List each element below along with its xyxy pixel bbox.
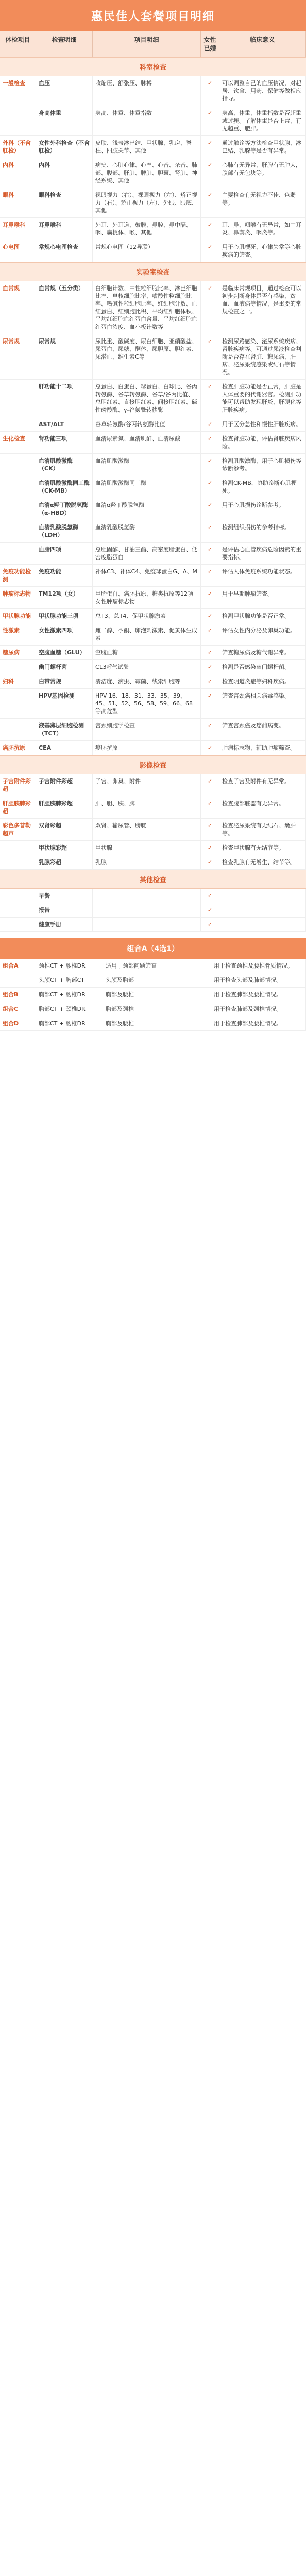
subitem-cell: 空腹血糖（GLU） bbox=[36, 646, 93, 659]
detail-cell: 空腹血糖 bbox=[93, 646, 201, 659]
combo-desc-cell: 头颅及胸部 bbox=[103, 973, 211, 987]
category-cell bbox=[0, 903, 36, 917]
combo-meaning-cell: 用于检查肺部及腰椎情况。 bbox=[211, 1016, 306, 1030]
married-check-cell: ✓ bbox=[201, 819, 219, 840]
combo-meaning-cell: 用于检查肺部及腰椎情况。 bbox=[211, 988, 306, 1002]
subitem-cell: 眼科检查 bbox=[36, 188, 93, 217]
meaning-cell: 检测组织损伤的参考指标。 bbox=[219, 520, 306, 542]
married-check-cell: ✓ bbox=[201, 476, 219, 498]
subitem-cell: 肝功能十二项 bbox=[36, 380, 93, 417]
meaning-cell: 检查乳腺有无增生、结节等。 bbox=[219, 855, 306, 869]
married-check-cell: ✓ bbox=[201, 136, 219, 158]
married-check-cell: ✓ bbox=[201, 380, 219, 417]
combo-items-cell: 胸部CT + 颈椎DR bbox=[36, 1002, 103, 1016]
table-row bbox=[0, 918, 306, 932]
table-row bbox=[0, 903, 306, 918]
detail-cell bbox=[93, 889, 201, 903]
combo-desc-cell: 胸部及颈椎 bbox=[103, 1002, 211, 1016]
subitem-cell: 乳腺彩超 bbox=[36, 855, 93, 869]
table-row bbox=[0, 281, 306, 334]
table-row bbox=[0, 158, 306, 188]
combo-title: 组合A（4选1） bbox=[0, 938, 306, 959]
subitem-cell: 身高体重 bbox=[36, 106, 93, 135]
other-rows bbox=[0, 889, 306, 932]
meaning-cell: 检查肝脏功能是否正常，肝脏是人体重要的代谢器官。检测肝功能可以帮助发现肝炎、肝硬化等肝脏疾病。 bbox=[219, 380, 306, 417]
combo-desc-cell: 适用于颈部问题筛查 bbox=[103, 959, 211, 973]
table-header bbox=[0, 31, 306, 57]
table-row bbox=[0, 188, 306, 218]
married-check-cell: ✓ bbox=[201, 796, 219, 818]
table-row bbox=[0, 240, 306, 262]
subitem-cell: TM12项（女） bbox=[36, 587, 93, 608]
detail-cell: 乳腺 bbox=[93, 855, 201, 869]
combo-name-cell: 组合C bbox=[0, 1002, 36, 1016]
detail-cell: 甲状腺 bbox=[93, 841, 201, 855]
subitem-cell: 常规心电图检查 bbox=[36, 240, 93, 262]
meaning-cell: 评估女性内分泌及卵巢功能。 bbox=[219, 623, 306, 645]
category-cell bbox=[0, 520, 36, 542]
meaning-cell: 检查阴道炎症等妇科疾病。 bbox=[219, 674, 306, 688]
detail-cell: 清洁度、滴虫、霉菌、线索细胞等 bbox=[93, 674, 201, 688]
meaning-cell: 肿瘤标志物，辅助肿瘤筛查。 bbox=[219, 741, 306, 755]
meaning-cell: 主要检查有无视力不佳、色弱等。 bbox=[219, 188, 306, 217]
combo-row bbox=[0, 959, 306, 973]
subitem-cell: 液基薄层细胞检测（TCT） bbox=[36, 719, 93, 740]
combo-row bbox=[0, 988, 306, 1002]
meaning-cell bbox=[219, 903, 306, 917]
married-check-cell: ✓ bbox=[201, 498, 219, 520]
combo-meaning-cell: 用于检查头部及肺部情况。 bbox=[211, 973, 306, 987]
detail-cell: 皮肤、浅表淋巴结、甲状腺、乳房、脊柱、四肢关节、其他 bbox=[93, 136, 201, 158]
combo-name-cell bbox=[0, 973, 36, 987]
married-check-cell: ✓ bbox=[201, 903, 219, 917]
subitem-cell: 健康手册 bbox=[36, 918, 93, 931]
table-row bbox=[0, 520, 306, 543]
married-check-cell: ✓ bbox=[201, 188, 219, 217]
meaning-cell: 检查泌尿系统有无结石、囊肿等。 bbox=[219, 819, 306, 840]
meaning-cell: 检测是否感染幽门螺杆菌。 bbox=[219, 660, 306, 674]
subitem-cell: 耳鼻喉科 bbox=[36, 218, 93, 240]
subitem-cell: HPV基因检测 bbox=[36, 689, 93, 718]
table-row bbox=[0, 660, 306, 674]
detail-cell: 雌二醇、孕酮、卵泡刺激素、促黄体生成素 bbox=[93, 623, 201, 645]
detail-cell: 裸眼视力（右）、裸眼视力（左）、矫正视力（右）、矫正视力（左）、外眼、眼底、其他 bbox=[93, 188, 201, 217]
combo-desc-cell: 胸部及腰椎 bbox=[103, 988, 211, 1002]
category-cell: 性激素 bbox=[0, 623, 36, 645]
table-row bbox=[0, 106, 306, 136]
meaning-cell: 检查子宫及附件有无异常。 bbox=[219, 774, 306, 796]
table-row bbox=[0, 380, 306, 417]
subitem-cell: 免疫功能 bbox=[36, 565, 93, 586]
section-general: 科室检查 bbox=[0, 57, 306, 76]
category-cell: 一般检查 bbox=[0, 76, 36, 106]
category-cell bbox=[0, 689, 36, 718]
detail-cell: 尿比重、酸碱度、尿白细胞、亚硝酸盐、尿蛋白、尿糖、酮体、尿胆原、胆红素、尿潜血、维生素C等 bbox=[93, 334, 201, 379]
married-check-cell: ✓ bbox=[201, 889, 219, 903]
combo-row bbox=[0, 973, 306, 988]
table-row bbox=[0, 819, 306, 841]
detail-cell: 血清α羟丁酸脱氢酶 bbox=[93, 498, 201, 520]
category-cell: 耳鼻喉科 bbox=[0, 218, 36, 240]
table-row bbox=[0, 741, 306, 755]
married-check-cell: ✓ bbox=[201, 158, 219, 188]
subitem-cell: 血常规（五分类） bbox=[36, 281, 93, 334]
subitem-cell: 甲状腺功能三项 bbox=[36, 609, 93, 623]
table-row bbox=[0, 609, 306, 623]
section-other: 其他检查 bbox=[0, 870, 306, 889]
married-check-cell: ✓ bbox=[201, 106, 219, 135]
meaning-cell bbox=[219, 918, 306, 931]
meaning-cell: 用于早期肿瘤筛查。 bbox=[219, 587, 306, 608]
combo-rows bbox=[0, 959, 306, 1031]
category-cell bbox=[0, 660, 36, 674]
meaning-cell: 用于区分急性和慢性肝脏疾病。 bbox=[219, 417, 306, 431]
detail-cell: 总T3、总T4、促甲状腺激素 bbox=[93, 609, 201, 623]
meaning-cell: 检查肾脏功能，评估肾脏疾病风险。 bbox=[219, 432, 306, 453]
married-check-cell: ✓ bbox=[201, 240, 219, 262]
header-items: 项目明细 bbox=[93, 31, 201, 57]
detail-cell: 总蛋白、白蛋白、球蛋白、白球比、谷丙转氨酶、谷草转氨酶、谷草/谷丙比值、总胆红素、直接胆红素、间接胆红素、碱性磷酸酶、γ-谷氨酰转移酶 bbox=[93, 380, 201, 417]
married-check-cell: ✓ bbox=[201, 689, 219, 718]
category-cell bbox=[0, 918, 36, 931]
subitem-cell: 幽门螺杆菌 bbox=[36, 660, 93, 674]
table-row bbox=[0, 689, 306, 719]
married-check-cell: ✓ bbox=[201, 587, 219, 608]
combo-desc-cell: 胸部及腰椎 bbox=[103, 1016, 211, 1030]
subitem-cell: 子宫附件彩超 bbox=[36, 774, 93, 796]
table-row bbox=[0, 774, 306, 796]
married-check-cell: ✓ bbox=[201, 841, 219, 855]
category-cell bbox=[0, 417, 36, 431]
married-check-cell: ✓ bbox=[201, 623, 219, 645]
meaning-cell bbox=[219, 889, 306, 903]
section-lab: 实验室检查 bbox=[0, 262, 306, 281]
subitem-cell: 双肾彩超 bbox=[36, 819, 93, 840]
subitem-cell: 内科 bbox=[36, 158, 93, 188]
subitem-cell: CEA bbox=[36, 741, 93, 755]
combo-name-cell: 组合A bbox=[0, 959, 36, 973]
category-cell bbox=[0, 543, 36, 564]
detail-cell: 病史、心脏心律、心率、心音、杂音、肺部、腹部、肝脏、脾脏、胆囊、肾脏、神经系统、其他 bbox=[93, 158, 201, 188]
detail-cell: 收缩压、舒张压、脉搏 bbox=[93, 76, 201, 106]
imaging-rows bbox=[0, 774, 306, 870]
subitem-cell: 报告 bbox=[36, 903, 93, 917]
detail-cell: 子宫、卵巢、附件 bbox=[93, 774, 201, 796]
detail-cell: 癌胚抗原 bbox=[93, 741, 201, 755]
subitem-cell: 血清肌酸激酶（CK） bbox=[36, 454, 93, 476]
detail-cell: 宫颈细胞学检查 bbox=[93, 719, 201, 740]
combo-items-cell: 胸部CT + 腰椎DR bbox=[36, 1016, 103, 1030]
category-cell bbox=[0, 380, 36, 417]
combo-row bbox=[0, 1002, 306, 1016]
married-check-cell: ✓ bbox=[201, 660, 219, 674]
table-row bbox=[0, 889, 306, 903]
subitem-cell: 甲状腺彩超 bbox=[36, 841, 93, 855]
category-cell: 外科（不含肛检） bbox=[0, 136, 36, 158]
subitem-cell: 尿常规 bbox=[36, 334, 93, 379]
married-check-cell: ✓ bbox=[201, 918, 219, 931]
meaning-cell: 是评估心血管疾病危险因素的重要指标。 bbox=[219, 543, 306, 564]
category-cell bbox=[0, 855, 36, 869]
married-check-cell: ✓ bbox=[201, 432, 219, 453]
detail-cell: 外耳、外耳道、鼓膜、鼻腔、鼻中隔、咽、扁桃体、喉、其他 bbox=[93, 218, 201, 240]
subitem-cell: 血清肌酸激酶同工酶（CK-MB） bbox=[36, 476, 93, 498]
detail-cell: 总胆固醇、甘油三酯、高密度脂蛋白、低密度脂蛋白 bbox=[93, 543, 201, 564]
meaning-cell: 身高、体重，体重指数是否超重或过瘦。了解体重是否正常，有无超重、肥胖。 bbox=[219, 106, 306, 135]
combo-meaning-cell: 用于检查颈椎及腰椎骨质情况。 bbox=[211, 959, 306, 973]
table-row bbox=[0, 623, 306, 646]
lab-rows bbox=[0, 281, 306, 755]
detail-cell: 血清尿素氮、血清肌酐、血清尿酸 bbox=[93, 432, 201, 453]
detail-cell: HPV 16、18、31、33、35、39、45、51、52、56、58、59、66、68等高危型 bbox=[93, 689, 201, 718]
meaning-cell: 检测CK-MB，协助诊断心肌梗死。 bbox=[219, 476, 306, 498]
married-check-cell: ✓ bbox=[201, 719, 219, 740]
header-item: 体检项目 bbox=[0, 31, 36, 57]
category-cell bbox=[0, 719, 36, 740]
married-check-cell: ✓ bbox=[201, 741, 219, 755]
table-row bbox=[0, 432, 306, 454]
meaning-cell: 检测甲状腺功能是否正常。 bbox=[219, 609, 306, 623]
category-cell bbox=[0, 454, 36, 476]
married-check-cell: ✓ bbox=[201, 543, 219, 564]
section-imaging: 影像检查 bbox=[0, 755, 306, 774]
meaning-cell: 检测尿路感染、泌尿系统疾病、肾脏疾病等。可通过尿液检查判断是否存在肾脏、糖尿病、肝病、泌尿系统感染或结石等情况。 bbox=[219, 334, 306, 379]
subitem-cell: 血清乳酸脱氢酶（LDH） bbox=[36, 520, 93, 542]
detail-cell: 血清肌酸激酶 bbox=[93, 454, 201, 476]
subitem-cell: 肾功能三项 bbox=[36, 432, 93, 453]
header-meaning: 临床意义 bbox=[219, 31, 306, 57]
detail-cell bbox=[93, 903, 201, 917]
detail-cell: 血清乳酸脱氢酶 bbox=[93, 520, 201, 542]
meaning-cell: 用于心肌梗死、心律失常等心脏疾病的筛查。 bbox=[219, 240, 306, 262]
married-check-cell: ✓ bbox=[201, 76, 219, 106]
subitem-cell: 肝胆胰脾彩超 bbox=[36, 796, 93, 818]
detail-cell: 常规心电图（12导联） bbox=[93, 240, 201, 262]
meaning-cell: 用于心肌损伤诊断参考。 bbox=[219, 498, 306, 520]
detail-cell: 补体C3、补体C4、免疫球蛋白G、A、M bbox=[93, 565, 201, 586]
category-cell bbox=[0, 106, 36, 135]
detail-cell: 血清肌酸激酶同工酶 bbox=[93, 476, 201, 498]
table-row bbox=[0, 796, 306, 819]
detail-cell: C13呼气试验 bbox=[93, 660, 201, 674]
table-row bbox=[0, 543, 306, 565]
married-check-cell: ✓ bbox=[201, 454, 219, 476]
table-row bbox=[0, 646, 306, 660]
combo-name-cell: 组合B bbox=[0, 988, 36, 1002]
general-rows bbox=[0, 76, 306, 262]
subitem-cell: 白带常规 bbox=[36, 674, 93, 688]
meaning-cell: 检查腹部脏器有无异常。 bbox=[219, 796, 306, 818]
meaning-cell: 筛查宫颈癌相关病毒感染。 bbox=[219, 689, 306, 718]
category-cell: 生化检查 bbox=[0, 432, 36, 453]
married-check-cell: ✓ bbox=[201, 609, 219, 623]
category-cell: 尿常规 bbox=[0, 334, 36, 379]
detail-cell: 肝、胆、胰、脾 bbox=[93, 796, 201, 818]
married-check-cell: ✓ bbox=[201, 565, 219, 586]
category-cell bbox=[0, 476, 36, 498]
subitem-cell: 女性外科检查（不含肛检） bbox=[36, 136, 93, 158]
meaning-cell: 通过触诊等方法检查甲状腺、淋巴结、乳腺等是否有异常。 bbox=[219, 136, 306, 158]
combo-items-cell: 头颅CT + 胸部CT bbox=[36, 973, 103, 987]
category-cell: 彩色多普勒超声 bbox=[0, 819, 36, 840]
combo-items-cell: 胸部CT + 腰椎DR bbox=[36, 988, 103, 1002]
married-check-cell: ✓ bbox=[201, 774, 219, 796]
detail-cell: 身高、体重、体重指数 bbox=[93, 106, 201, 135]
table-row bbox=[0, 841, 306, 855]
category-cell: 甲状腺功能 bbox=[0, 609, 36, 623]
table-row bbox=[0, 674, 306, 689]
married-check-cell: ✓ bbox=[201, 646, 219, 659]
subitem-cell: 血压 bbox=[36, 76, 93, 106]
spacer bbox=[0, 932, 306, 938]
category-cell: 内科 bbox=[0, 158, 36, 188]
header-married: 女性已婚 bbox=[201, 31, 219, 57]
meaning-cell: 是临床常规项目，通过检查可以初步判断身体是否有感染、贫血、血液病等情况，是重要的常规检查之一。 bbox=[219, 281, 306, 334]
header-detail: 检查明细 bbox=[36, 31, 93, 57]
meaning-cell: 检查甲状腺有无结节等。 bbox=[219, 841, 306, 855]
subitem-cell: 早餐 bbox=[36, 889, 93, 903]
married-check-cell: ✓ bbox=[201, 281, 219, 334]
married-check-cell: ✓ bbox=[201, 674, 219, 688]
meaning-cell: 耳、鼻、咽喉有无异常，如中耳炎、鼻窦炎、咽炎等。 bbox=[219, 218, 306, 240]
table-row bbox=[0, 136, 306, 158]
detail-cell: 谷草转氨酶/谷丙转氨酶比值 bbox=[93, 417, 201, 431]
category-cell: 肝胆胰脾彩超 bbox=[0, 796, 36, 818]
table-row bbox=[0, 454, 306, 476]
married-check-cell: ✓ bbox=[201, 855, 219, 869]
meaning-cell: 评估人体免疫系统功能状态。 bbox=[219, 565, 306, 586]
married-check-cell: ✓ bbox=[201, 334, 219, 379]
table-row bbox=[0, 334, 306, 380]
page-title: 惠民佳人套餐项目明细 bbox=[0, 0, 306, 31]
meaning-cell: 检测肌酸激酶，用于心肌损伤等诊断参考。 bbox=[219, 454, 306, 476]
subitem-cell: 血清α羟丁酸脱氢酶（α-HBD） bbox=[36, 498, 93, 520]
table-row bbox=[0, 476, 306, 498]
meaning-cell: 可以调整自己的血压情况，对起居、饮食、用药、保健等做相应指导。 bbox=[219, 76, 306, 106]
category-cell bbox=[0, 841, 36, 855]
table-row bbox=[0, 218, 306, 240]
combo-meaning-cell: 用于检查肺部及颈椎情况。 bbox=[211, 1002, 306, 1016]
married-check-cell: ✓ bbox=[201, 520, 219, 542]
detail-cell: 白细胞计数、中性粒细胞比率、淋巴细胞比率、单核细胞比率、嗜酸性粒细胞比率、嗜碱性粒细胞比率、红细胞计数、血红蛋白、红细胞比积、平均红细胞体积、平均红细胞血红蛋白含量、平均红细胞血红蛋白浓度、血小板计数等 bbox=[93, 281, 201, 334]
category-cell: 糖尿病 bbox=[0, 646, 36, 659]
category-cell: 免疫功能检测 bbox=[0, 565, 36, 586]
table-row bbox=[0, 587, 306, 609]
subitem-cell: 血脂四项 bbox=[36, 543, 93, 564]
table-row bbox=[0, 719, 306, 741]
category-cell bbox=[0, 889, 36, 903]
category-cell: 子宫附件彩超 bbox=[0, 774, 36, 796]
category-cell: 肿瘤标志物 bbox=[0, 587, 36, 608]
category-cell: 血常规 bbox=[0, 281, 36, 334]
combo-items-cell: 颈椎CT + 腰椎DR bbox=[36, 959, 103, 973]
detail-cell: 双肾、输尿管、膀胱 bbox=[93, 819, 201, 840]
category-cell: 妇科 bbox=[0, 674, 36, 688]
married-check-cell: ✓ bbox=[201, 218, 219, 240]
meaning-cell: 筛查糖尿病及糖代谢异常。 bbox=[219, 646, 306, 659]
table-row bbox=[0, 855, 306, 870]
category-cell: 眼科 bbox=[0, 188, 36, 217]
detail-cell bbox=[93, 918, 201, 931]
category-cell: 癌胚抗原 bbox=[0, 741, 36, 755]
category-cell bbox=[0, 498, 36, 520]
table-row bbox=[0, 417, 306, 432]
table-row bbox=[0, 498, 306, 520]
subitem-cell: AST/ALT bbox=[36, 417, 93, 431]
detail-cell: 甲胎蛋白、癌胚抗原、糖类抗原等12项女性肿瘤标志物 bbox=[93, 587, 201, 608]
combo-row bbox=[0, 1016, 306, 1031]
married-check-cell: ✓ bbox=[201, 417, 219, 431]
table-row bbox=[0, 565, 306, 587]
meaning-cell: 筛查宫颈癌及癌前病变。 bbox=[219, 719, 306, 740]
meaning-cell: 心肺有无异常，肝脾有无肿大，腹部有无包块等。 bbox=[219, 158, 306, 188]
subitem-cell: 女性激素四项 bbox=[36, 623, 93, 645]
combo-name-cell: 组合D bbox=[0, 1016, 36, 1030]
category-cell: 心电图 bbox=[0, 240, 36, 262]
table-row bbox=[0, 76, 306, 106]
